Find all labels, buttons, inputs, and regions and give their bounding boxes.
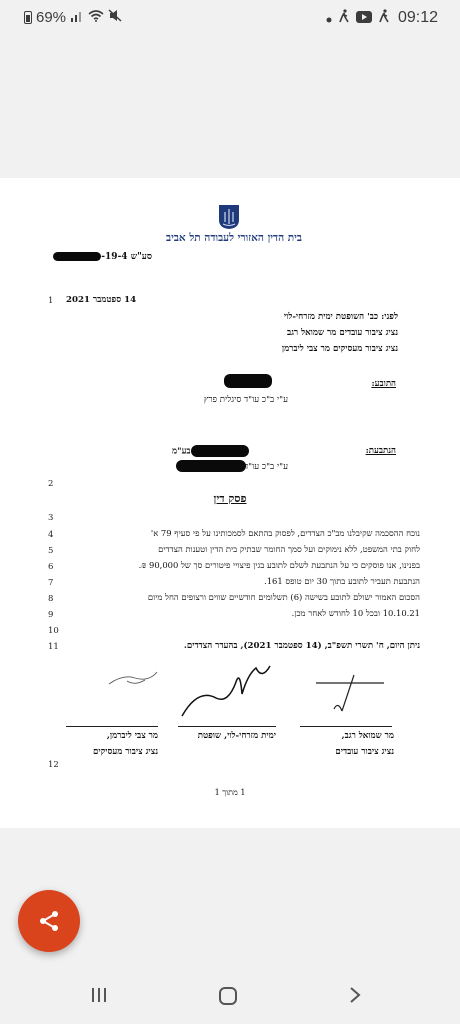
mute-icon <box>108 9 122 26</box>
body-line: בפנינו, אנו פוסקים כי על הנתבעת לשלם לתובע בגין פיצויי פיטורים סך של 90,000 ₪. <box>138 560 420 570</box>
redaction-mark <box>224 374 272 388</box>
page-number: 1 מתוך 1 <box>214 788 246 797</box>
signature-line <box>66 726 158 727</box>
share-button[interactable] <box>18 890 80 952</box>
signatory-role: נציג ציבור עובדים <box>335 747 394 757</box>
signature-image <box>178 664 276 724</box>
panel-employee-rep: נציג ציבור עובדים מר שמואל רגב <box>286 328 398 338</box>
body-line: לחוק בתי המשפט, ללא נימוקים ועל סמך החומר שבתיק בית הדין וטענות הצדדים <box>158 544 420 554</box>
body-line: 10.10.21 ובכל 10 לחודש לאחר מכן. <box>291 608 420 618</box>
document-date: 14 ספטמבר 2021 <box>66 295 137 305</box>
defendant-counsel: ע"י ב"כ עו"ד <box>244 462 288 472</box>
walk-icon <box>378 9 390 27</box>
defendant-name: בע"מ <box>172 445 249 457</box>
home-icon[interactable] <box>218 986 238 1010</box>
body-line: נוכח ההסכמה שקיבלנו מב"כ הצדדים, לפסוק בהתאם לסמכותינו על פי סעיף 79 א' <box>150 528 420 538</box>
signatory-name: מר צבי ליברמן, <box>106 731 158 741</box>
line-number: 2 <box>48 479 54 489</box>
document-page[interactable] <box>0 178 460 828</box>
line-number: 11 <box>48 642 59 652</box>
given-line: ניתן היום, ח' תשרי תשפ"ב, (14 ספטמבר 2021), בהעדר הצדדים. <box>183 641 420 651</box>
back-icon[interactable] <box>348 986 362 1008</box>
panel-judge: לפני: כב' השופטת ימית מזרחי-לוי <box>283 312 398 322</box>
line-number: 4 <box>48 530 54 540</box>
signatory-name: מר שמואל רגב, <box>341 731 394 741</box>
walk-icon <box>338 9 350 27</box>
panel-employer-rep: נציג ציבור מעסיקים מר צבי ליברמן <box>281 344 398 354</box>
line-number: 5 <box>48 546 54 556</box>
line-number: 9 <box>48 610 54 620</box>
body-line: הסכום האמור ישולם לתובע בשישה (6) תשלומים חודשיים שווים ורצופים החל מיום <box>147 592 420 602</box>
signatory-name: ימית מזרחי-לוי, שופטת <box>197 731 276 741</box>
plaintiff-label: התובע: <box>371 379 396 389</box>
signature-line <box>300 726 392 727</box>
signature-image <box>308 673 388 713</box>
youtube-icon <box>356 10 372 27</box>
body-line: הנתבעת תעביר לתובע בתוך 30 יום טופס 161. <box>264 576 420 586</box>
court-name: בית הדין האזורי לעבודה תל אביב <box>166 232 302 244</box>
line-number: 6 <box>48 562 54 572</box>
line-number: 10 <box>48 626 59 636</box>
battery-percent: 69% <box>36 9 67 26</box>
clock: 09:12 <box>397 9 438 26</box>
document-content <box>0 178 460 828</box>
redaction-mark <box>176 460 246 472</box>
line-number: 8 <box>48 594 54 604</box>
line-number: 7 <box>48 578 54 588</box>
judgment-title: פסק דין <box>213 492 247 505</box>
recent-apps-icon[interactable] <box>90 986 108 1008</box>
status-bar <box>0 0 460 34</box>
court-emblem-icon <box>218 204 240 230</box>
case-number: סע"ש 19-4- <box>53 251 152 262</box>
defendant-label: הנתבעת: <box>365 446 396 456</box>
signature-image <box>105 668 165 690</box>
line-number: 3 <box>48 513 54 523</box>
plaintiff-counsel: ע"י ב"כ עו"ד סיגלית פרץ <box>203 395 288 405</box>
line-number: 12 <box>48 760 59 770</box>
redaction-mark <box>191 445 249 457</box>
line-number: 1 <box>48 296 54 306</box>
share-icon <box>37 909 61 933</box>
signal-icon <box>70 10 84 25</box>
signature-line <box>178 726 276 727</box>
battery-icon <box>24 11 32 24</box>
redaction-mark <box>53 252 101 261</box>
signatory-role: נציג ציבור מעסיקים <box>92 747 158 757</box>
navigation-bar <box>0 970 460 1024</box>
wifi-icon <box>88 9 104 26</box>
dot-icon <box>326 10 332 27</box>
